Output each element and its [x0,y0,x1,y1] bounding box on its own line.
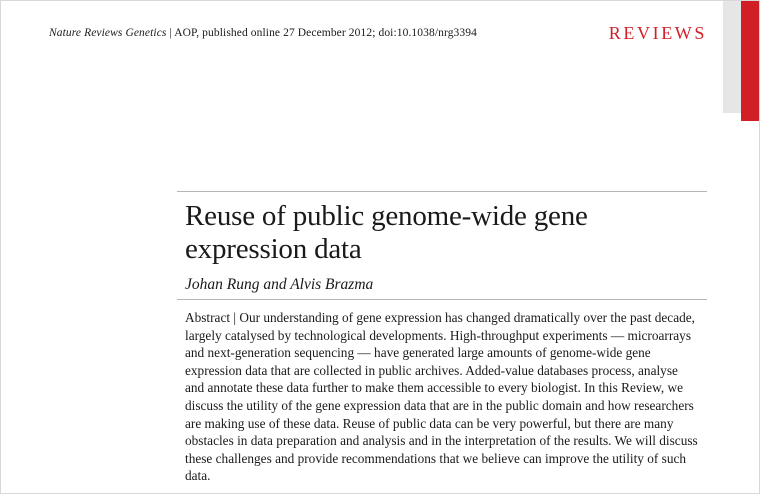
citation-details: AOP, published online 27 December 2012; doi:10.1038/nrg3394 [174,27,477,39]
author-bottom-rule [177,299,707,300]
journal-name: Nature Reviews Genetics [49,27,167,39]
abstract-text: Abstract | Our understanding of gene expression has changed dramatically over the past decade, largely catalysed by technological developments. High-throughput experiments — microarrays and next-generation sequencing — have generated large amounts of genome-wide gene expression data that are collected in public archives. Added-value databases process, analyse and annotate these data further to make them accessible to every biologist. In this Review, we discuss the utility of the gene expression data that are in the public domain and how researchers are making use of these data. Reuse of public data can be very powerful, but there are many obstacles in data preparation and analysis and in the interpretation of the results. We will discuss these challenges and provide recommendations that we believe can improve the utility of such data. [185,310,698,484]
section-label: REVIEWS [608,23,707,43]
title-top-rule [177,191,707,192]
citation-separator: | [166,27,175,39]
author-list: Johan Rung and Alvis Brazma [185,276,374,293]
article-block [177,191,707,485]
journal-citation-line [49,27,477,39]
page-edge-shadow [723,1,743,113]
page-title: Reuse of public genome-wide gene expression data [185,200,588,265]
red-side-tab [741,1,759,121]
